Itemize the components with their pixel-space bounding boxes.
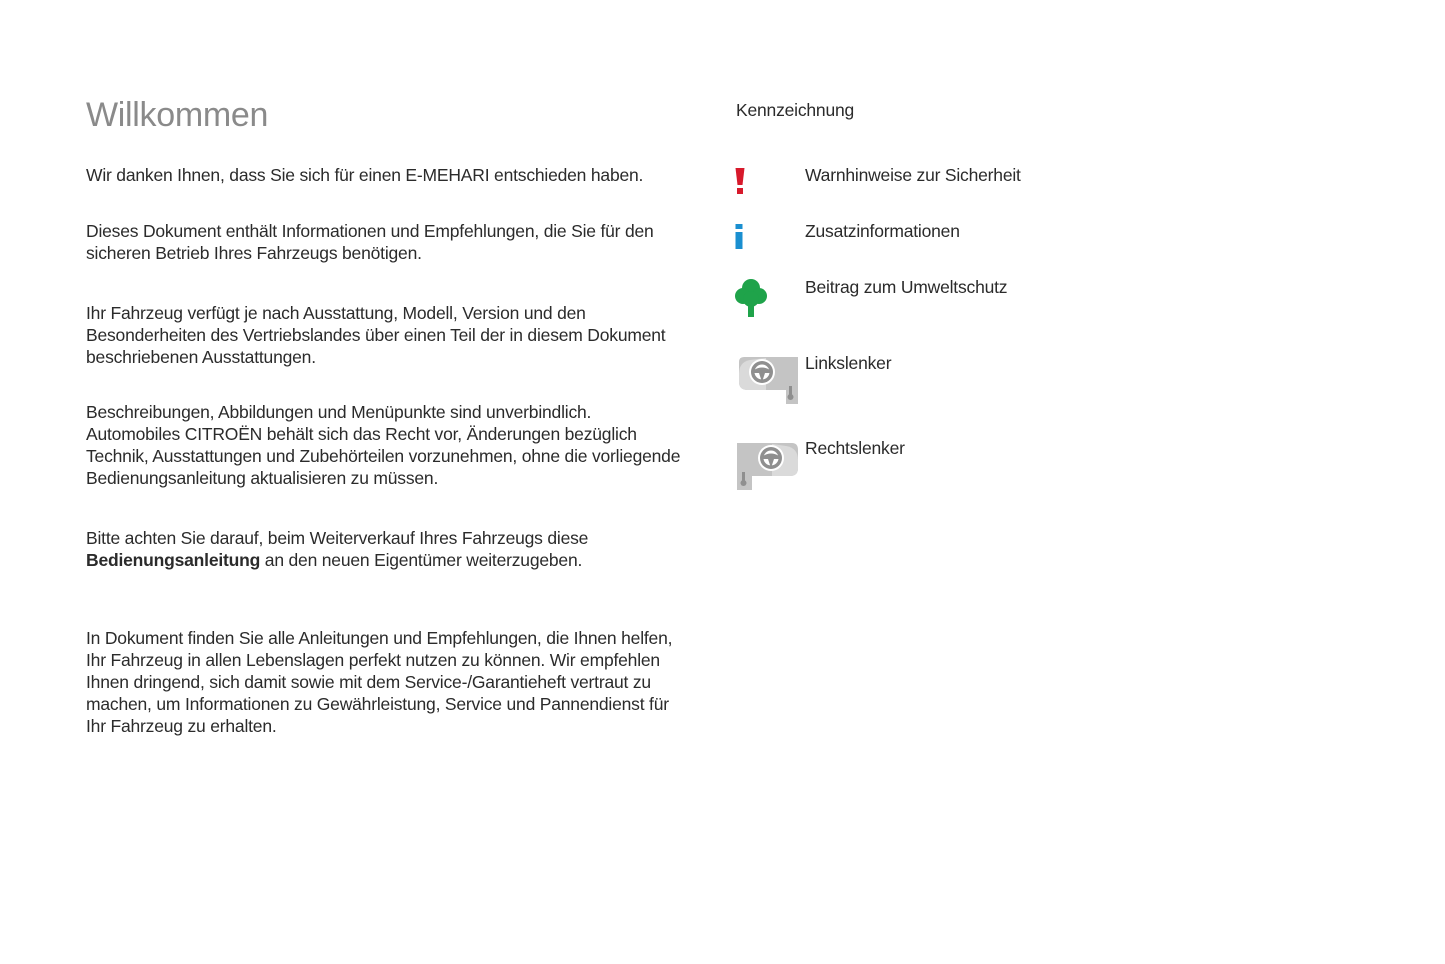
legend-title: Kennzeichnung xyxy=(736,100,855,120)
resale-text-end: an den neuen Eigentümer weiterzugeben. xyxy=(260,550,583,570)
legend-label-rhd: Rechtslenker xyxy=(805,438,905,458)
equipment-paragraph: Ihr Fahrzeug verfügt je nach Ausstattung, Modell, Version und den Besonderheiten des Vertriebslandes über einen Teil der in diesem Dokument beschriebenen Ausstattungen. xyxy=(86,303,666,367)
resale-text-start: Bitte achten Sie darauf, beim Weiterverkauf Ihres Fahrzeugs diese xyxy=(86,528,589,548)
tree-icon xyxy=(734,278,770,325)
legend-label-environment: Beitrag zum Umweltschutz xyxy=(805,277,1008,297)
page-title: Willkommen xyxy=(86,96,269,134)
recommendation-paragraph: In Dokument finden Sie alle Anleitungen und Empfehlungen, die Ihnen helfen, Ihr Fahrzeug in allen Lebenslagen perfekt nutzen zu können. Wir empfehlen Ihnen dringend, sich damit sowie mit dem Service-/Garantieheft vertraut zu machen, um Informationen zu Gewährleistung, Service und Pannendienst für Ihr Fahrzeug zu erhalten. xyxy=(86,628,673,736)
left-hand-drive-icon xyxy=(736,354,800,411)
legend-label-info: Zusatzinformationen xyxy=(805,221,960,241)
resale-paragraph xyxy=(86,527,626,571)
warning-exclamation-icon xyxy=(734,166,748,201)
right-hand-drive-icon xyxy=(736,440,800,497)
resale-manual-bold: Bedienungsanleitung xyxy=(86,550,261,570)
document-info-paragraph: Dieses Dokument enthält Informationen und Empfehlungen, die Sie für den sicheren Betrieb Ihres Fahrzeugs benötigen. xyxy=(86,221,654,263)
legend-label-warning: Warnhinweise zur Sicherheit xyxy=(805,165,1021,185)
legend-label-lhd: Linkslenker xyxy=(805,353,892,373)
intro-thanks-paragraph: Wir danken Ihnen, dass Sie sich für einen E-MEHARI entschieden haben. xyxy=(86,165,644,185)
info-icon xyxy=(734,223,748,256)
disclaimer-paragraph: Beschreibungen, Abbildungen und Menüpunkte sind unverbindlich. Automobiles CITROËN behält sich das Recht vor, Änderungen bezüglich Technik, Ausstattungen und Zubehörteilen vorzunehmen, ohne die vorliegende Bedienungsanleitung aktualisieren zu müssen. xyxy=(86,402,681,488)
